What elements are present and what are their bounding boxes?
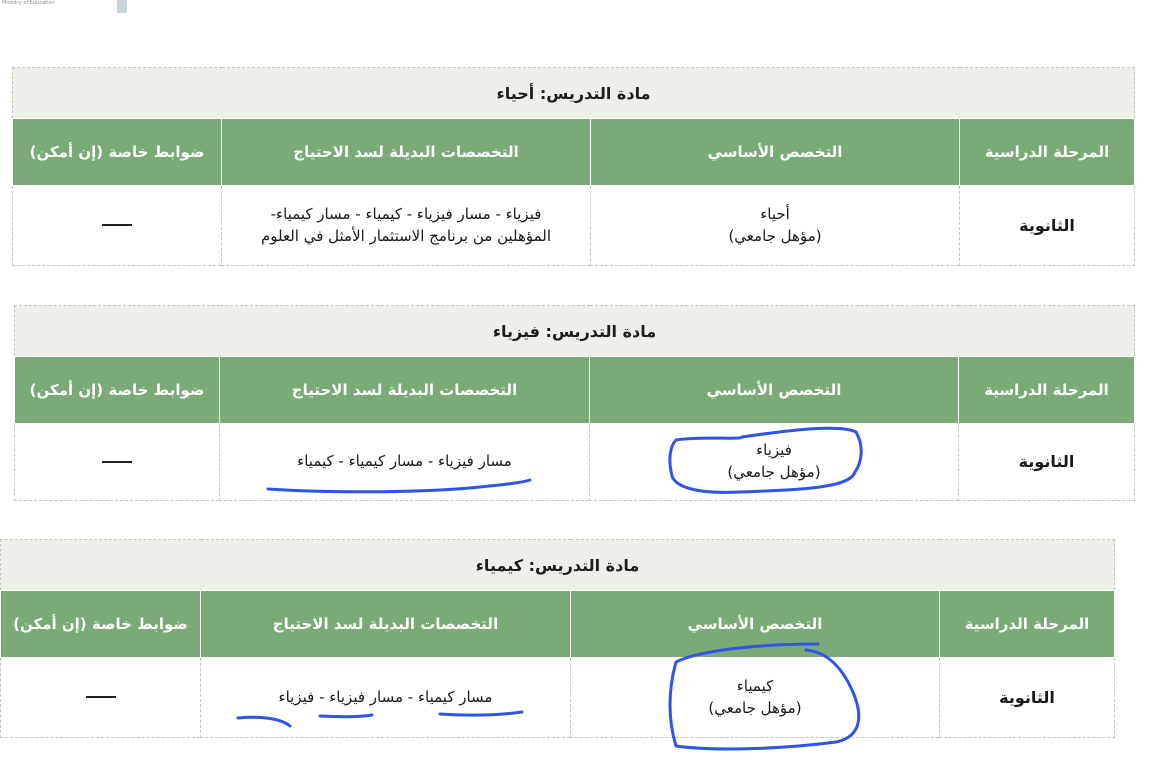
main-specialty-qualification: (مؤهل جامعي) — [728, 226, 822, 245]
table-title: مادة التدريس: فيزياء — [15, 306, 1135, 357]
empty-dash — [102, 461, 132, 463]
alternatives-line-1: فيزياء - مسار فيزياء - كيمياء - مسار كيمياء- — [270, 204, 542, 223]
table-chemistry — [0, 539, 1115, 738]
main-specialty-name: كيمياء — [736, 676, 774, 695]
ministry-text: Ministry of Education — [2, 0, 55, 6]
alternatives-cell — [220, 424, 590, 501]
main-specialty-cell — [591, 186, 960, 266]
col-header-constraints: ضوابط خاصة (إن أمكن) — [13, 119, 222, 186]
alternatives-cell — [222, 186, 591, 266]
constraints-cell — [15, 424, 220, 501]
table-row — [1, 658, 1115, 738]
main-specialty-name: فيزياء — [756, 441, 792, 460]
table-title: مادة التدريس: أحياء — [13, 68, 1135, 119]
col-header-constraints: ضوابط خاصة (إن أمكن) — [15, 357, 220, 424]
empty-dash — [102, 224, 132, 226]
main-specialty-qualification: (مؤهل جامعي) — [727, 463, 821, 481]
empty-dash — [86, 696, 116, 698]
main-specialty-cell — [590, 424, 959, 501]
alternatives-line-1: مسار كيمياء - مسار فيزياء - فيزياء — [278, 687, 493, 706]
ministry-logo — [0, 0, 140, 14]
constraints-cell — [1, 658, 201, 738]
main-specialty-qualification: (مؤهل جامعي) — [708, 698, 802, 717]
alternatives-cell — [201, 658, 571, 738]
alternatives-line-2: المؤهلين من برنامج الاستثمار الأمثل في العلوم — [260, 226, 552, 245]
col-header-alternatives: التخصصات البديلة لسد الاحتياج — [201, 591, 571, 658]
stage-cell: الثانوية — [940, 658, 1115, 738]
table-biology — [12, 67, 1135, 266]
table-row — [13, 186, 1135, 266]
col-header-stage: المرحلة الدراسية — [959, 357, 1135, 424]
table-physics — [14, 305, 1135, 501]
alternatives-line-1: مسار فيزياء - مسار كيمياء - كيمياء — [297, 452, 512, 471]
col-header-stage: المرحلة الدراسية — [940, 591, 1115, 658]
main-specialty-cell — [571, 658, 940, 738]
col-header-alternatives: التخصصات البديلة لسد الاحتياج — [222, 119, 591, 186]
col-header-constraints: ضوابط خاصة (إن أمكن) — [1, 591, 201, 658]
col-header-main-specialty: التخصص الأساسي — [591, 119, 960, 186]
col-header-stage: المرحلة الدراسية — [960, 119, 1135, 186]
col-header-main-specialty: التخصص الأساسي — [590, 357, 959, 424]
table-row — [15, 424, 1135, 501]
stage-cell: الثانوية — [960, 186, 1135, 266]
main-specialty-name: أحياء — [760, 204, 790, 223]
logo-bar — [117, 0, 127, 13]
col-header-alternatives: التخصصات البديلة لسد الاحتياج — [220, 357, 590, 424]
col-header-main-specialty: التخصص الأساسي — [571, 591, 940, 658]
stage-cell: الثانوية — [959, 424, 1135, 501]
constraints-cell — [13, 186, 222, 266]
table-title: مادة التدريس: كيمياء — [1, 540, 1115, 591]
